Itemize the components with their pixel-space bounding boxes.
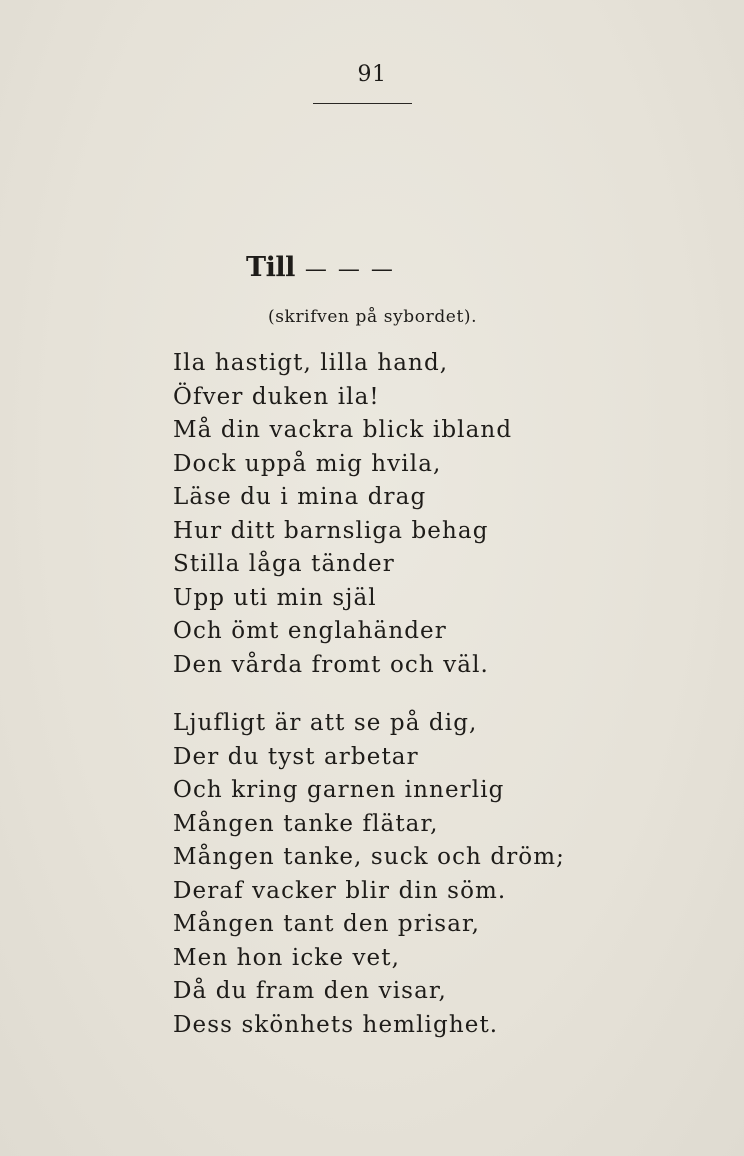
verse-line: Mången tant den prisar, [173,911,480,937]
verse-line: Öfver duken ila! [173,383,380,410]
stanza-2 [173,707,565,1042]
verse-line: Dess skönhets hemlighet. [173,1011,499,1038]
verse-line: Stilla låga tänder [173,551,395,577]
verse-line: Mången tanke, suck och dröm; [173,844,565,870]
verse-line: Ljufligt är att se på dig, [173,710,478,736]
stanza-1 [173,347,512,682]
verse-line: Och ömt englahänder [173,618,447,644]
page-number: 91 [357,62,387,87]
verse-line: Må din vackra blick ibland [173,417,513,443]
verse-line: Och kring garnen innerlig [173,777,505,803]
verse-line: Hur ditt barnsliga behag [173,517,489,544]
verse-line: Der du tyst arbetar [173,743,419,770]
poem-subtitle: (skrifven på sybordet). [268,307,478,327]
poem-title [246,252,395,292]
verse-line: Deraf vacker blir din söm. [173,877,507,904]
verse-line: Dock uppå mig hvila, [173,450,442,477]
verse-line: Men hon icke vet, [173,944,401,971]
verse-line: Då du fram den visar, [173,978,447,1004]
header-rule [313,103,412,104]
verse-line: Mången tanke flätar, [173,810,439,837]
poem-title-word: Till [246,252,295,283]
verse-line: Den vårda fromt och väl. [173,651,489,678]
poem-title-dashes: — — — [304,257,395,282]
verse-line: Upp uti min själ [173,584,377,611]
verse-line: Läse du i mina drag [173,484,427,510]
verse-line: Ila hastigt, lilla hand, [173,350,449,376]
